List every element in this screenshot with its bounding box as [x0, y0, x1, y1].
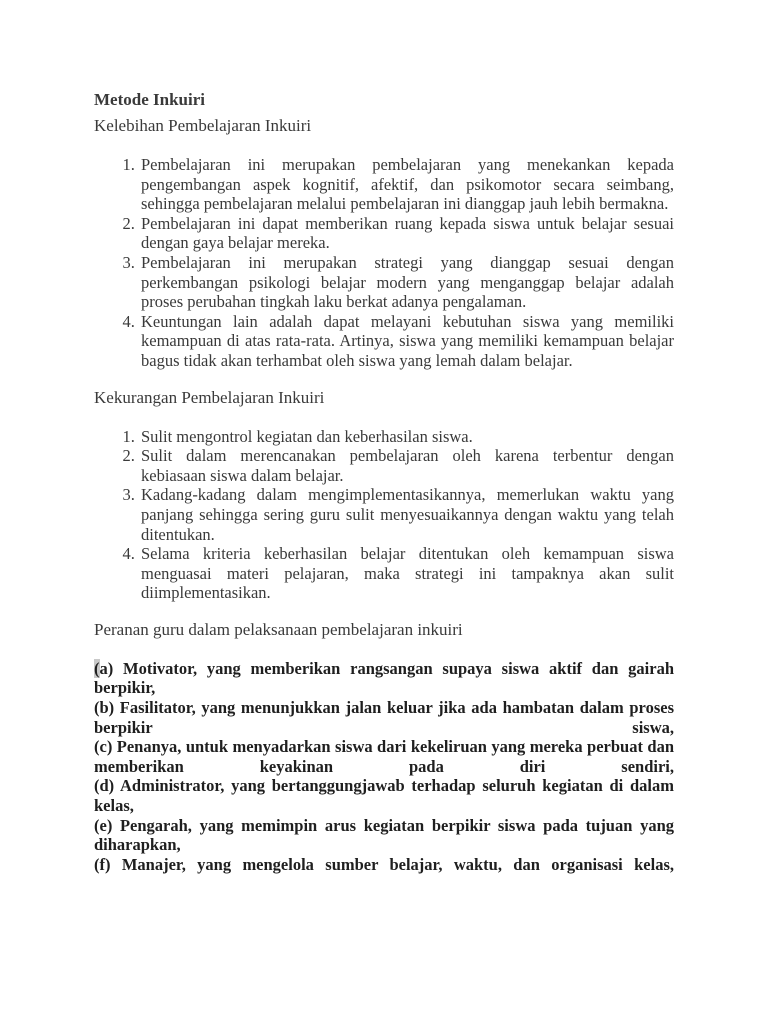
role-item: (c) Penanya, untuk menyadarkan siswa dari kekeliruan yang mereka perbuat dan memberikan keyakinan pada diri sendiri, — [94, 737, 674, 776]
list-item: 1. Sulit mengontrol kegiatan dan keberhasilan siswa. — [139, 427, 674, 447]
list-item: 1. Pembelajaran ini merupakan pembelajaran yang menekankan kepada pengembangan aspek kognitif, afektif, dan psikomotor secara seimbang, sehingga pembelajaran melalui pembelajaran ini dianggap jauh lebih bermakna. — [139, 155, 674, 214]
section-heading-teacher-roles: Peranan guru dalam pelaksanaan pembelajaran inkuiri — [94, 619, 463, 639]
list-item: 3. Pembelajaran ini merupakan strategi yang dianggap sesuai dengan perkembangan psikologi belajar modern yang menganggap belajar adalah proses perubahan tingkah laku berkat adanya pengalaman. — [139, 253, 674, 312]
list-item: 4. Selama kriteria keberhasilan belajar ditentukan oleh kemampuan siswa menguasai materi pelajaran, maka strategi ini tampaknya akan sulit diimplementasikan. — [139, 544, 674, 603]
list-item: 4. Keuntungan lain adalah dapat melayani kebutuhan siswa yang memiliki kemampuan di atas rata-rata. Artinya, siswa yang memiliki kemampuan belajar bagus tidak akan terhambat oleh siswa yang lemah dalam belajar. — [139, 312, 674, 371]
role-item: (d) Administrator, yang bertanggungjawab terhadap seluruh kegiatan di dalam kelas, — [94, 776, 674, 816]
document-title: Metode Inkuiri — [94, 90, 205, 109]
section-heading-disadvantages: Kekurangan Pembelajaran Inkuiri — [94, 387, 325, 407]
disadvantages-list — [94, 427, 674, 603]
role-item: (f) Manajer, yang mengelola sumber belajar, waktu, dan organisasi kelas, — [94, 854, 674, 874]
advantages-list — [94, 155, 674, 371]
list-item: 2. Sulit dalam merencanakan pembelajaran oleh karena terbentur dengan kebiasaan siswa dalam belajar. — [139, 446, 674, 485]
role-item — [94, 659, 674, 698]
teacher-roles — [94, 659, 674, 875]
role-item: (b) Fasilitator, yang menunjukkan jalan keluar jika ada hambatan dalam proses berpikir siswa, — [94, 698, 674, 737]
text-cursor-mark: ( — [94, 658, 100, 678]
list-item: 2. Pembelajaran ini dapat memberikan ruang kepada siswa untuk belajar sesuai dengan gaya belajar mereka. — [139, 214, 674, 253]
section-heading-advantages: Kelebihan Pembelajaran Inkuiri — [94, 116, 312, 135]
role-item: (e) Pengarah, yang memimpin arus kegiatan berpikir siswa pada tujuan yang diharapkan, — [94, 815, 674, 855]
list-item: 3. Kadang-kadang dalam mengimplementasikannya, memerlukan waktu yang panjang sehingga sering guru sulit menyesuaikannya dengan waktu yang telah ditentukan. — [139, 485, 674, 544]
role-text: a) Motivator, yang memberikan rangsangan supaya siswa aktif dan gairah berpikir, — [94, 658, 674, 698]
